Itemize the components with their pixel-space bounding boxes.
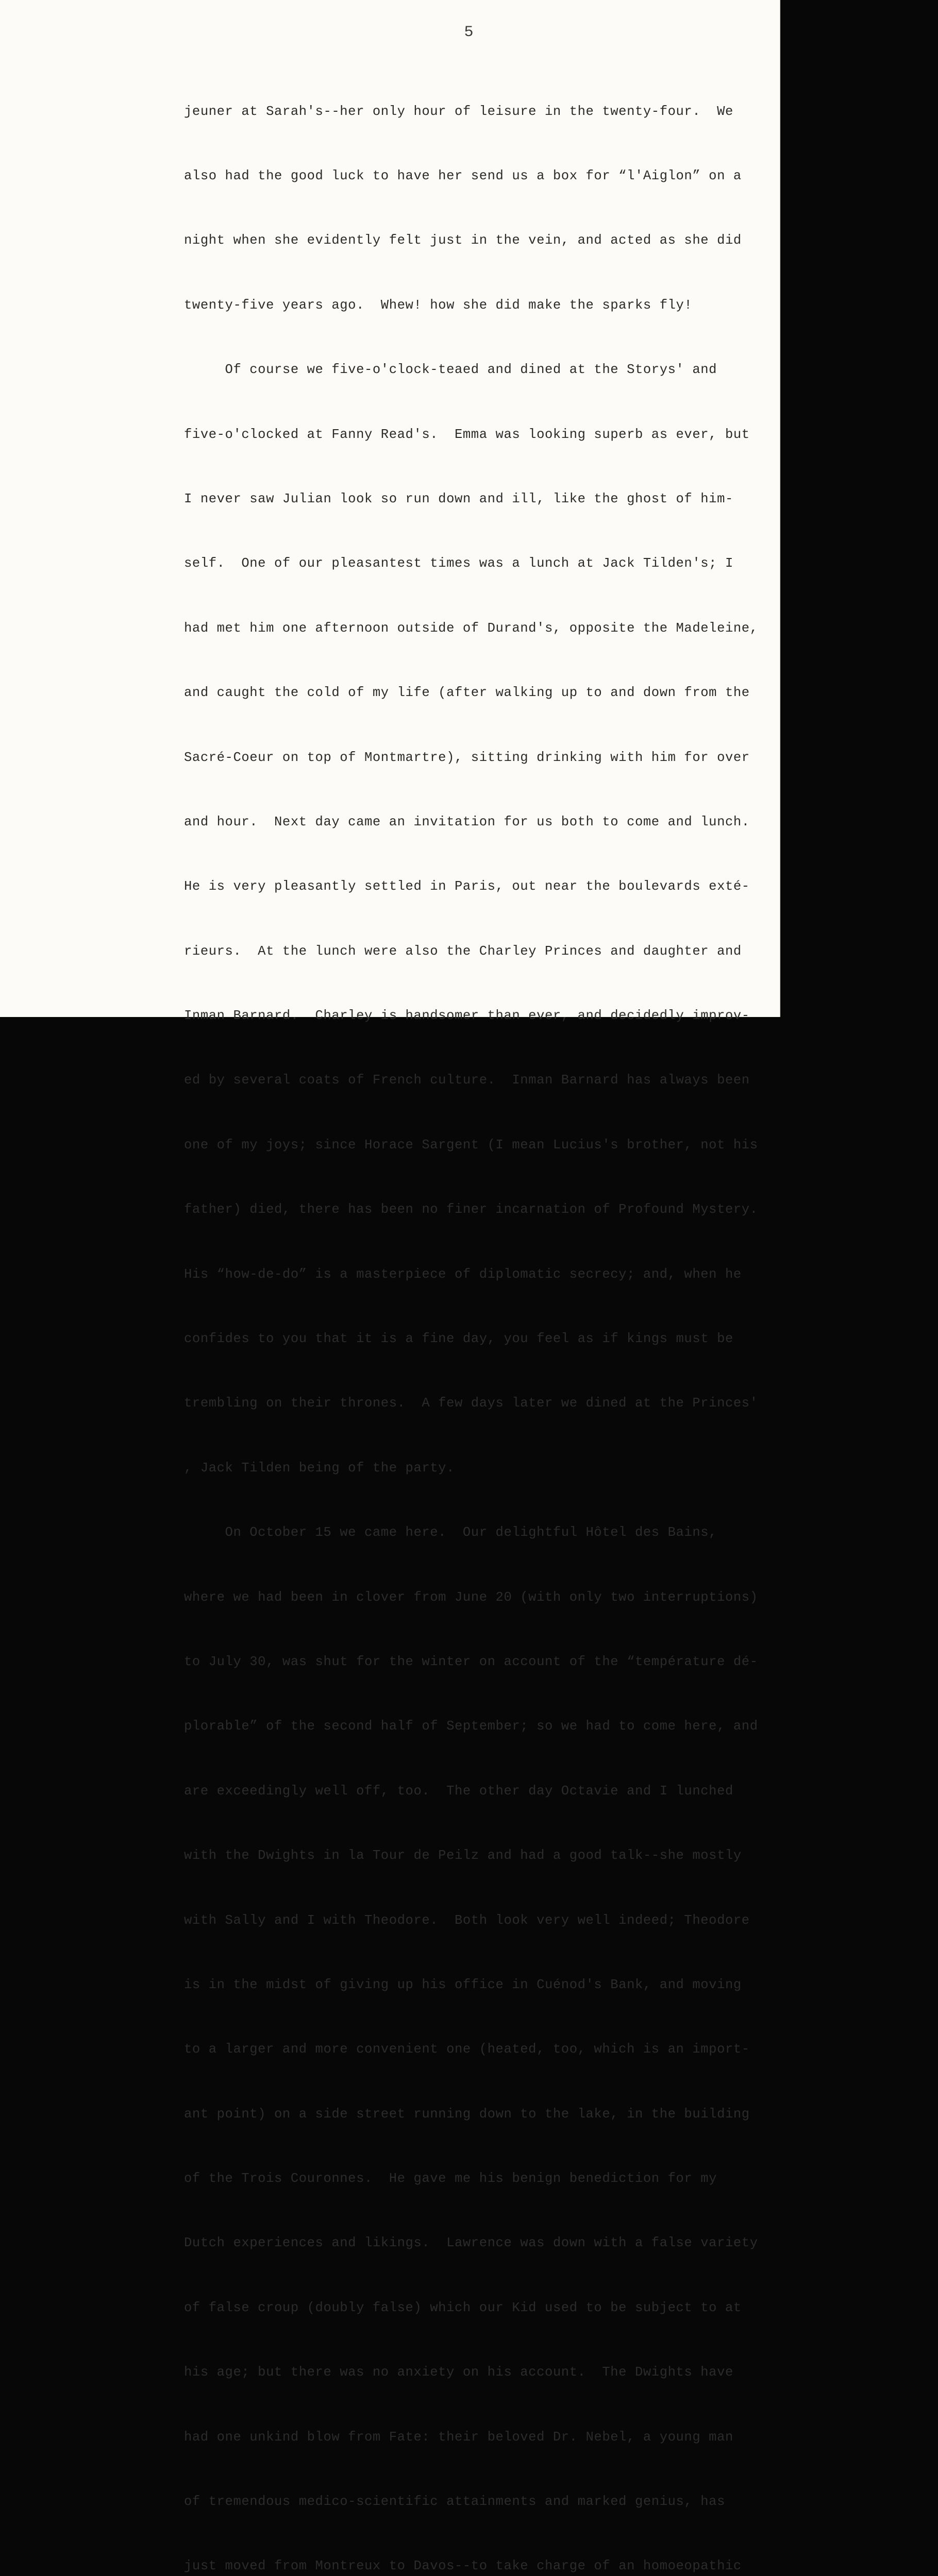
text-line: of tremendous medico-scientific attainments and marked genius, has — [184, 2494, 725, 2510]
text-line: jeuner at Sarah's--her only hour of leisure in the twenty-four. We — [184, 104, 733, 119]
text-line: Inman Barnard. Charley is handsomer than ever, and decidedly improv- — [184, 1008, 750, 1024]
text-line: Of course we five-o'clock-teaed and dined at the Storys' and — [184, 362, 717, 378]
page-number: 5 — [464, 24, 474, 41]
text-line: and hour. Next day came an invitation for us both to come and lunch. — [184, 814, 750, 829]
text-line: and caught the cold of my life (after walking up to and down from the — [184, 685, 750, 701]
text-line: of false croup (doubly false) which our Kid used to be subject to at — [184, 2300, 742, 2315]
text-line: had one unkind blow from Fate: their beloved Dr. Nebel, a young man — [184, 2429, 733, 2445]
text-line: with Sally and I with Theodore. Both look very well indeed; Theodore — [184, 1912, 750, 1928]
text-line: Dutch experiences and likings. Lawrence was down with a false variety — [184, 2235, 758, 2251]
text-line: self. One of our pleasantest times was a lunch at Jack Tilden's; I — [184, 556, 733, 571]
text-line: confides to you that it is a fine day, you feel as if kings must be — [184, 1331, 733, 1347]
text-line: ed by several coats of French culture. Inman Barnard has always been — [184, 1073, 750, 1088]
text-line: is in the midst of giving up his office in Cuénod's Bank, and moving — [184, 1977, 742, 1992]
text-line: just moved from Montreux to Davos--to take charge of an homoeopathic — [184, 2558, 742, 2574]
text-line: are exceedingly well off, too. The other day Octavie and I lunched — [184, 1783, 733, 1799]
text-line: where we had been in clover from June 20 (with only two interruptions) — [184, 1589, 758, 1605]
text-line: ant point) on a side street running down to the lake, in the building — [184, 2106, 750, 2122]
text-line: his age; but there was no anxiety on his account. The Dwights have — [184, 2365, 733, 2380]
text-line: He is very pleasantly settled in Paris, out near the boulevards exté- — [184, 879, 750, 894]
text-line: plorable” of the second half of September; so we had to come here, and — [184, 1719, 758, 1734]
text-line: twenty-five years ago. Whew! how she did make the sparks fly! — [184, 297, 693, 313]
text-line: also had the good luck to have her send us a box for “l'Aiglon” on a — [184, 168, 742, 183]
text-line: father) died, there has been no finer incarnation of Profound Mystery. — [184, 1202, 758, 1217]
text-line: one of my joys; since Horace Sargent (I mean Lucius's brother, not his — [184, 1137, 758, 1153]
text-line: His “how-de-do” is a masterpiece of diplomatic secrecy; and, when he — [184, 1266, 742, 1282]
letter-body — [184, 58, 777, 2576]
text-line: , Jack Tilden being of the party. — [184, 1460, 455, 1476]
text-line: to a larger and more convenient one (heated, too, which is an import- — [184, 2042, 750, 2057]
text-line: I never saw Julian look so run down and ill, like the ghost of him- — [184, 491, 733, 506]
text-line: night when she evidently felt just in the vein, and acted as she did — [184, 233, 742, 248]
text-line: trembling on their thrones. A few days later we dined at the Princes' — [184, 1396, 758, 1411]
text-line: On October 15 we came here. Our delightful Hôtel des Bains, — [184, 1525, 717, 1540]
text-line: of the Trois Couronnes. He gave me his benign benediction for my — [184, 2171, 717, 2187]
text-line: rieurs. At the lunch were also the Charley Princes and daughter and — [184, 943, 742, 959]
text-line: five-o'clocked at Fanny Read's. Emma was looking superb as ever, but — [184, 427, 750, 442]
text-line: had met him one afternoon outside of Durand's, opposite the Madeleine, — [184, 620, 758, 636]
text-line: Sacré-Coeur on top of Montmartre), sitting drinking with him for over — [184, 750, 750, 765]
text-line: to July 30, was shut for the winter on account of the “température dé- — [184, 1654, 758, 1669]
text-line: with the Dwights in la Tour de Peilz and had a good talk--she mostly — [184, 1848, 742, 1863]
